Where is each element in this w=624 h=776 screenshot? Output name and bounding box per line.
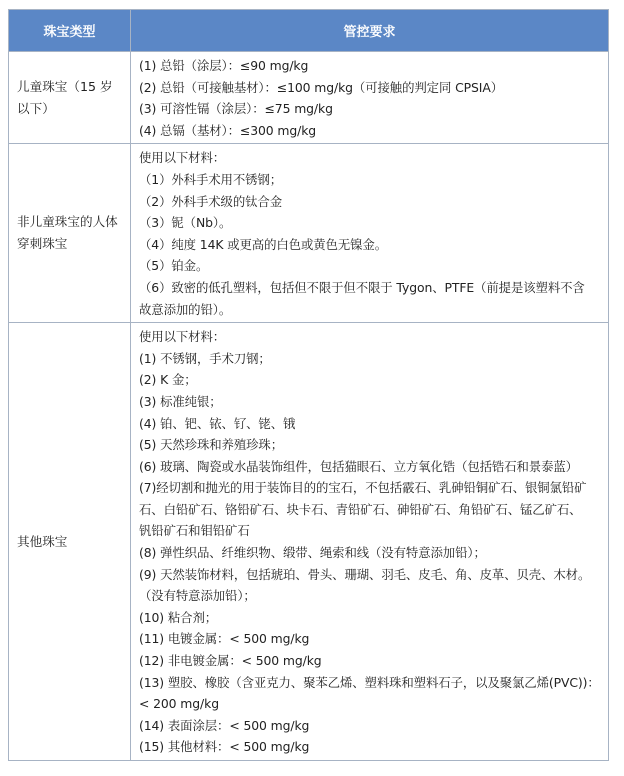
requirement-line: (7)经切割和抛光的用于装饰目的的宝石，不包括霰石、乳砷铅铜矿石、银铜氯铅矿 — [139, 480, 587, 496]
requirement-line: (15) 其他材料：< 500 mg/kg — [139, 739, 310, 755]
requirement-line: (2) 总铅（可接触基材）：≤100 mg/kg（可接触的判定同 CPSIA） — [139, 79, 503, 95]
jewelry-type-cell: 其他珠宝 — [9, 323, 131, 761]
requirements-cell — [131, 144, 609, 323]
requirement-line: < 200 mg/kg — [139, 696, 219, 712]
table-row — [9, 52, 609, 144]
jewelry-requirements-table — [8, 9, 609, 761]
requirements-cell — [131, 52, 609, 144]
header-control-requirements: 管控要求 — [131, 10, 609, 52]
requirement-line: 使用以下材料： — [139, 150, 226, 166]
requirement-line: （5）铂金。 — [139, 258, 209, 274]
header-jewelry-type: 珠宝类型 — [9, 10, 131, 52]
requirement-line: 使用以下材料： — [139, 329, 226, 345]
requirement-line: 石、白铅矿石、铬铅矿石、块卡石、青铅矿石、砷铅矿石、角铅矿石、锰乙矿石、 — [139, 501, 582, 517]
requirement-line: 钒铅矿石和钼铅矿石 — [139, 523, 250, 539]
requirement-line: (14) 表面涂层：< 500 mg/kg — [139, 717, 310, 733]
table-row — [9, 144, 609, 323]
requirement-line: (12) 非电镀金属：< 500 mg/kg — [139, 653, 322, 669]
requirement-line: （2）外科手术级的钛合金 — [139, 193, 282, 209]
requirement-line: (11) 电镀金属：< 500 mg/kg — [139, 631, 310, 647]
requirement-line: (1) 总铅（涂层）：≤90 mg/kg — [139, 58, 309, 73]
requirement-line: 故意添加的铅）。 — [139, 301, 232, 317]
requirement-line: (4) 总镉（基材）：≤300 mg/kg — [139, 122, 317, 138]
requirement-line: (10) 粘合剂； — [139, 609, 218, 625]
requirement-line: (9) 天然装饰材料，包括琥珀、骨头、珊瑚、羽毛、皮毛、角、皮革、贝壳、木材。 — [139, 566, 591, 582]
requirement-line: （3）铌（Nb）。 — [139, 215, 232, 231]
requirement-line: (5) 天然珍珠和养殖珍珠； — [139, 437, 283, 453]
jewelry-type-cell: 非儿童珠宝的人体穿刺珠宝 — [9, 144, 131, 323]
requirement-line: (13) 塑胶、橡胶（含亚克力、聚苯乙烯、塑料珠和塑料石子，以及聚氯乙烯(PVC))： — [139, 674, 600, 690]
requirement-line: （4）纯度 14K 或更高的白色或黄色无镍金。 — [139, 236, 387, 252]
requirement-line: （6）致密的低孔塑料，包括但不限于但不限于 Tygon、PTFE（前提是该塑料不含 — [139, 279, 585, 295]
table-row — [9, 323, 609, 761]
requirement-line: (2) K 金； — [139, 372, 197, 388]
requirements-cell — [131, 323, 609, 761]
requirement-line: (1) 不锈钢，手术刀钢； — [139, 350, 271, 366]
requirement-line: （没有特意添加铅）； — [139, 588, 256, 604]
requirement-line: (3) 标准纯银； — [139, 393, 222, 409]
requirement-line: （1）外科手术用不锈钢； — [139, 171, 282, 187]
requirement-line: (6) 玻璃、陶瓷或水晶装饰组件，包括猫眼石、立方氧化锆（包括锆石和景泰蓝） — [139, 458, 578, 474]
table-header-row — [9, 10, 609, 52]
jewelry-type-cell: 儿童珠宝（15 岁以下） — [9, 52, 131, 144]
requirement-line: (3) 可溶性镉（涂层）：≤75 mg/kg — [139, 101, 333, 117]
requirement-line: (4) 铂、钯、铱、钌、铑、锇 — [139, 415, 296, 431]
requirement-line: (8) 弹性织品、纤维织物、缎带、绳索和线（没有特意添加铅）； — [139, 545, 486, 561]
